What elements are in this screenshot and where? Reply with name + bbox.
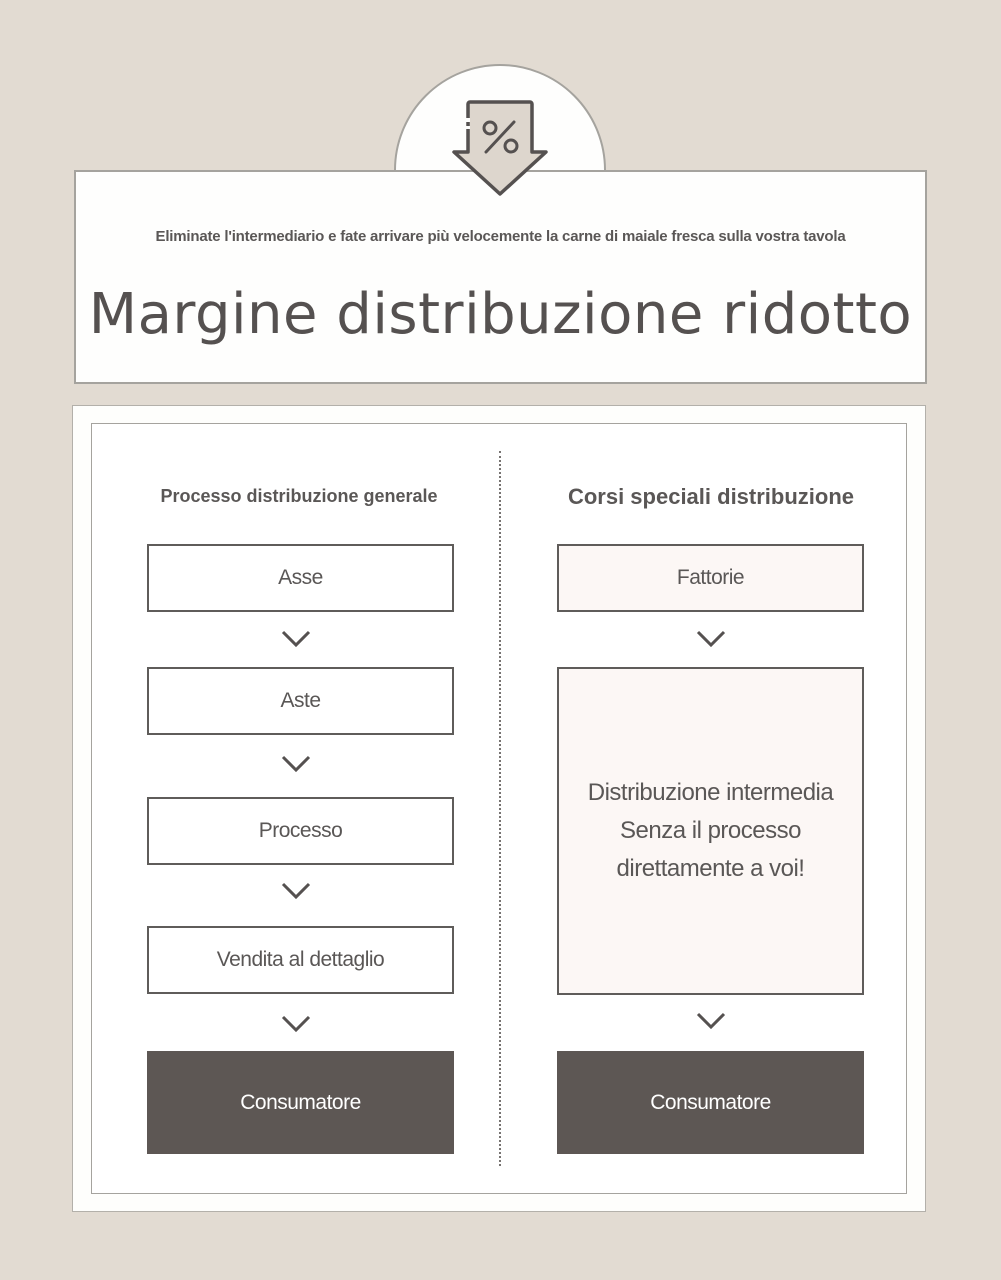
chevron-down-icon xyxy=(280,1014,312,1034)
flow-step-consumatore-left: Consumatore xyxy=(147,1051,454,1154)
left-column-heading: Processo distribuzione generale xyxy=(160,486,438,506)
header-subtitle: Eliminate l'intermediario e fate arrivare più velocemente la carne di maiale fresca sulla vostra tavola xyxy=(155,228,846,245)
right-column-heading: Corsi speciali distribuzione xyxy=(567,484,855,509)
page-title: Margine distribuzione ridotto xyxy=(88,282,913,347)
direct-line-1: Distribuzione intermedia xyxy=(587,779,834,806)
direct-line-3: direttamente a voi! xyxy=(616,855,805,882)
flow-step-direct-distribution xyxy=(557,667,864,995)
chevron-down-icon xyxy=(280,629,312,649)
flow-step-processo: Processo xyxy=(147,797,454,865)
flow-step-aste: Aste xyxy=(147,667,454,735)
comparison-inner-frame xyxy=(91,423,907,1194)
chevron-down-icon xyxy=(695,629,727,649)
chevron-down-icon xyxy=(695,1011,727,1031)
flow-step-vendita: Vendita al dettaglio xyxy=(147,926,454,994)
direct-line-2: Senza il processo xyxy=(620,817,801,844)
flow-step-fattorie: Fattorie xyxy=(557,544,864,612)
column-divider xyxy=(499,451,501,1166)
flow-step-consumatore-right: Consumatore xyxy=(557,1051,864,1154)
chevron-down-icon xyxy=(280,754,312,774)
comparison-card xyxy=(72,405,926,1212)
percent-down-arrow-icon xyxy=(452,100,548,196)
chevron-down-icon xyxy=(280,881,312,901)
flow-step-asse: Asse xyxy=(147,544,454,612)
